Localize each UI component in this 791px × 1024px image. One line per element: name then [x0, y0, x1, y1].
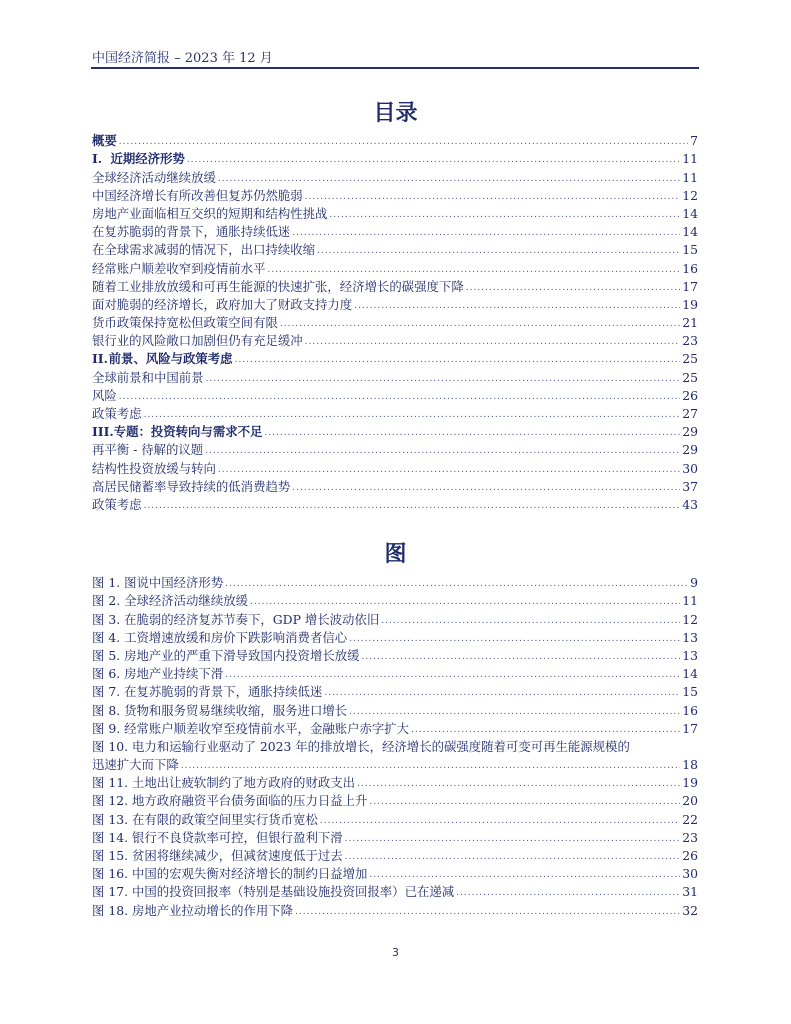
toc-entry[interactable] — [92, 367, 698, 385]
dot-leader — [345, 832, 681, 846]
dot-leader — [349, 705, 680, 719]
toc-entry[interactable] — [92, 386, 698, 404]
figure-entry-title: 图 2. 全球经济活动继续放缓 — [92, 593, 248, 609]
toc-entry-page: 14 — [682, 224, 698, 240]
toc-entry-title: 面对脆弱的经济增长，政府加大了财政支持力度 — [92, 296, 353, 312]
toc-entry[interactable] — [92, 349, 698, 367]
figure-entry-page: 15 — [682, 684, 698, 700]
figure-entry[interactable] — [92, 664, 698, 682]
figure-entry-page: 26 — [682, 848, 698, 863]
figure-entry[interactable] — [92, 737, 698, 755]
figure-entry-page: 22 — [682, 811, 698, 827]
toc-entry-title: 政策考虑 — [92, 406, 142, 421]
toc-entry-title: 全球前景和中国前景 — [92, 369, 204, 385]
toc-entry-page: 27 — [682, 406, 698, 421]
toc-entry-title: 随着工业排放放缓和可再生能源的快速扩张，经济增长的碳强度下降 — [92, 278, 464, 294]
dot-leader — [144, 408, 681, 422]
figure-entry-title: 图 18. 房地产业拉动增长的作用下降 — [92, 902, 294, 918]
figure-entry[interactable] — [92, 828, 698, 846]
toc-entry[interactable] — [92, 404, 698, 422]
figure-entry-page: 16 — [682, 702, 698, 718]
figure-entry-page: 31 — [682, 884, 698, 900]
figure-entry-title: 图 9. 经常账户顺差收窄至疫情前水平，金融账户赤字扩大 — [92, 720, 410, 736]
toc-entry-page: 14 — [682, 205, 698, 221]
dot-leader — [264, 426, 680, 440]
toc-entry[interactable] — [92, 186, 698, 204]
figure-entry-page: 23 — [682, 829, 698, 845]
toc-entry-title: 风险 — [92, 387, 117, 403]
toc-entry-page: 16 — [682, 260, 698, 276]
figure-entry-title: 图 13. 在有限的政策空间里实行货币宽松 — [92, 811, 318, 827]
toc-entry[interactable] — [92, 222, 698, 240]
dot-leader — [324, 686, 680, 700]
figure-entry[interactable] — [92, 719, 698, 737]
toc-entry[interactable] — [92, 477, 698, 495]
figure-entry[interactable] — [92, 809, 698, 827]
toc-entry-title: 近期经济形势 — [110, 151, 185, 167]
toc-list — [92, 131, 698, 513]
toc-entry-title: 专题：投资转向与需求不足 — [113, 424, 263, 440]
dot-leader — [345, 850, 681, 864]
dot-leader — [181, 759, 680, 773]
toc-entry-page: 26 — [682, 387, 698, 403]
figure-entry-title: 图 10. 电力和运输行业驱动了 2023 年的排放增长，经济增长的碳强度随着可变可再生能源规模的 — [92, 738, 630, 754]
figure-entry-page: 20 — [682, 793, 698, 809]
toc-heading: 目录 — [373, 101, 418, 126]
figure-entry[interactable] — [92, 882, 698, 900]
toc-entry[interactable] — [92, 331, 698, 349]
figure-entry[interactable] — [92, 628, 698, 646]
toc-entry[interactable] — [92, 295, 698, 313]
toc-entry-title: 银行业的风险敞口加剧但仍有充足缓冲 — [92, 333, 303, 349]
toc-entry[interactable] — [92, 204, 698, 222]
toc-entry-number: III. — [92, 424, 114, 440]
toc-entry-title: 高居民储蓄率导致持续的低消费趋势 — [92, 478, 291, 494]
figure-entry[interactable] — [92, 609, 698, 627]
figures-heading: 图 — [384, 542, 407, 567]
toc-entry-page: 43 — [682, 496, 698, 512]
figure-entry-title: 图 1. 图说中国经济形势 — [92, 575, 224, 591]
figure-entry-page: 12 — [682, 611, 698, 627]
toc-entry-title: 概要 — [92, 133, 117, 149]
figure-entry-title-continued: 迅速扩大而下降 — [92, 757, 179, 773]
toc-entry-title: 前景、风险与政策考虑 — [108, 351, 233, 367]
figure-entry-title: 图 3. 在脆弱的经济复苏节奏下，GDP 增长波动依旧 — [92, 611, 380, 627]
dot-leader — [411, 723, 680, 737]
figure-entry-title: 图 15. 贫困将继续减少，但减贫速度低于过去 — [92, 848, 343, 863]
dot-leader — [466, 281, 681, 295]
dot-leader — [305, 190, 681, 204]
figure-entry-continuation[interactable] — [92, 755, 698, 773]
toc-entry-title: 政策考虑 — [92, 496, 142, 512]
figure-entry[interactable] — [92, 864, 698, 882]
toc-entry[interactable] — [92, 495, 698, 513]
figure-entry-page: 11 — [682, 593, 698, 609]
dot-leader — [320, 814, 680, 828]
figure-entry-page: 17 — [682, 720, 698, 736]
dot-leader — [206, 372, 681, 386]
dot-leader — [280, 317, 680, 331]
dot-leader — [305, 335, 681, 349]
page-number: 3 — [392, 946, 399, 959]
dot-leader — [329, 208, 680, 222]
dot-leader — [292, 481, 680, 495]
figure-entry-page: 14 — [682, 666, 698, 682]
dot-leader — [295, 905, 680, 919]
toc-entry[interactable] — [92, 313, 698, 331]
figure-entry-page: 13 — [682, 647, 698, 663]
figure-entry[interactable] — [92, 573, 698, 591]
dot-leader — [119, 135, 688, 149]
dot-leader — [119, 390, 680, 404]
dot-leader — [225, 577, 688, 591]
dot-leader — [235, 353, 681, 367]
figure-entry-title: 图 5. 房地产业的严重下滑导致国内投资增长放缓 — [92, 647, 360, 663]
dot-leader — [187, 153, 680, 167]
dot-leader — [349, 632, 680, 646]
toc-entry[interactable] — [92, 277, 698, 295]
dot-leader — [317, 244, 680, 258]
figure-entry[interactable] — [92, 700, 698, 718]
figure-entry-title: 图 14. 银行不良贷款率可控，但银行盈利下滑 — [92, 829, 343, 845]
figure-entry-page: 13 — [682, 629, 698, 645]
toc-entry-page: 37 — [682, 478, 698, 494]
toc-entry-page: 12 — [682, 187, 698, 203]
toc-entry-title: 在复苏脆弱的背景下，通胀持续低迷 — [92, 224, 291, 240]
figure-entry-page: 19 — [682, 775, 698, 791]
dot-leader — [267, 263, 680, 277]
toc-entry-title: 货币政策保持宽松但政策空间有限 — [92, 315, 278, 331]
figure-entry-title: 图 6. 房地产业持续下滑 — [92, 666, 224, 682]
figure-entry-title: 图 7. 在复苏脆弱的背景下，通胀持续低迷 — [92, 684, 323, 700]
dot-leader — [369, 868, 680, 882]
toc-entry-title: 中国经济增长有所改善但复苏仍然脆弱 — [92, 187, 303, 203]
figure-entry-title: 图 8. 货物和服务贸易继续收缩，服务进口增长 — [92, 702, 348, 718]
toc-entry-title: 在全球需求减弱的情况下，出口持续收缩 — [92, 242, 316, 258]
dot-leader — [292, 226, 680, 240]
toc-entry-page: 29 — [682, 442, 698, 458]
figure-entry[interactable] — [92, 773, 698, 791]
toc-entry[interactable] — [92, 422, 698, 440]
toc-entry[interactable] — [92, 258, 698, 276]
figure-entry-title: 图 16. 中国的宏观失衡对经济增长的制约日益增加 — [92, 866, 368, 882]
figure-entry[interactable] — [92, 900, 698, 918]
dot-leader — [225, 668, 680, 682]
dot-leader — [218, 172, 680, 186]
figure-entry-page: 32 — [682, 902, 698, 918]
dot-leader — [144, 499, 681, 513]
toc-entry-page: 25 — [682, 369, 698, 385]
toc-entry-page: 29 — [682, 424, 698, 440]
dot-leader — [357, 777, 680, 791]
figure-entry[interactable] — [92, 682, 698, 700]
figure-entry[interactable] — [92, 846, 698, 864]
toc-entry-page: 21 — [682, 315, 698, 331]
dot-leader — [218, 463, 680, 477]
running-header: 中国经济简报 – 2023 年 12 月 — [92, 51, 273, 66]
toc-entry-page: 25 — [682, 351, 698, 367]
dot-leader — [354, 299, 680, 313]
toc-entry-title: 结构性投资放缓与转向 — [92, 460, 216, 476]
toc-entry[interactable] — [92, 167, 698, 185]
toc-entry[interactable] — [92, 440, 698, 458]
dot-leader — [205, 444, 680, 458]
toc-entry[interactable] — [92, 149, 698, 167]
toc-entry-title: 房地产业面临相互交织的短期和结构性挑战 — [92, 205, 328, 221]
toc-entry-page: 11 — [682, 151, 698, 167]
toc-entry[interactable] — [92, 240, 698, 258]
toc-entry-page: 15 — [682, 242, 698, 258]
toc-entry-title: 全球经济活动继续放缓 — [92, 169, 216, 185]
dot-leader — [362, 650, 681, 664]
dot-leader — [456, 886, 680, 900]
toc-entry-page: 19 — [682, 296, 698, 312]
toc-entry-title: 再平衡 - 待解的议题 — [92, 442, 204, 458]
dot-leader — [250, 595, 680, 609]
toc-entry-title: 经常账户顺差收窄到疫情前水平 — [92, 260, 266, 276]
toc-entry-number: I. — [92, 151, 103, 167]
toc-entry[interactable] — [92, 458, 698, 476]
figure-entry-title: 图 4. 工资增速放缓和房价下跌影响消费者信心 — [92, 629, 348, 645]
figure-entry[interactable] — [92, 791, 698, 809]
figures-list — [92, 573, 698, 919]
figure-entry-title: 图 11. 土地出让疲软制约了地方政府的财政支出 — [92, 775, 356, 791]
figure-entry[interactable] — [92, 646, 698, 664]
figure-entry-page: 9 — [690, 575, 698, 591]
figure-entry-title: 图 12. 地方政府融资平台债务面临的压力日益上升 — [92, 793, 368, 809]
figure-entry-page: 30 — [682, 866, 698, 882]
toc-entry-number: II. — [92, 351, 108, 367]
dot-leader — [381, 614, 680, 628]
figure-entry-title: 图 17. 中国的投资回报率（特别是基础设施投资回报率）已在递减 — [92, 884, 455, 900]
toc-entry-page: 17 — [682, 278, 698, 294]
dot-leader — [369, 795, 680, 809]
toc-entry-page: 23 — [682, 333, 698, 349]
header-rule — [91, 67, 699, 69]
toc-entry[interactable] — [92, 131, 698, 149]
toc-entry-page: 7 — [690, 133, 698, 149]
figure-entry-page: 18 — [682, 757, 698, 773]
toc-entry-page: 30 — [682, 460, 698, 476]
toc-entry-page: 11 — [682, 169, 698, 185]
figure-entry[interactable] — [92, 591, 698, 609]
